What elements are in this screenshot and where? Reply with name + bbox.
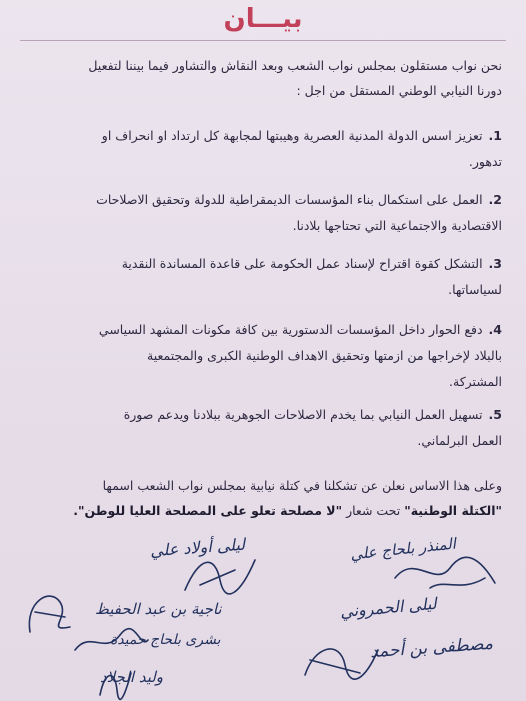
item-text-line: تسهيل العمل النيابي بما يخدم الاصلاحات الجوهرية ببلادنا ويدعم صورة <box>123 407 483 422</box>
item-number: 1. <box>488 128 502 143</box>
signatures-area <box>0 520 526 701</box>
item-text-line: دفع الحوار داخل المؤسسات الدستورية بين كافة مكونات المشهد السياسي <box>98 322 483 337</box>
item-number: 4. <box>488 322 502 337</box>
item-text-line: العمل البرلماني. <box>417 433 502 448</box>
signature-scribble-6 <box>95 665 135 700</box>
closing-connector: تحت شعار <box>342 503 405 518</box>
item-text-line: العمل على استكمال بناء المؤسسات الديمقراطية للدولة وتحقيق الاصلاحات <box>96 192 483 207</box>
intro-line-1: نحن نواب مستقلون بمجلس نواب الشعب وبعد النقاش والتشاور فيما بيننا لتفعيل <box>88 58 502 73</box>
document-title: بيـــان <box>223 4 303 34</box>
signature-3: ناجية بن عبد الحفيظ <box>95 600 222 618</box>
signature-scribble-3 <box>390 548 500 598</box>
list-item-1 <box>32 126 502 171</box>
item-text-line: بالبلاد لإخراجها من ازمتها وتحقيق الاهداف الوطنية الكبرى والمجتمعية <box>147 348 502 363</box>
item-text-line: المشتركة. <box>449 374 502 389</box>
closing-line-2 <box>73 503 502 518</box>
closing-line-1: وعلى هذا الاساس نعلن عن تشكلنا في كتلة نيابية بمجلس نواب الشعب اسمها <box>102 478 502 493</box>
signature-2: المنذر بلحاج علي <box>349 534 457 564</box>
signature-6: مصطفى بن أحمد <box>369 633 494 663</box>
title-divider <box>20 40 506 41</box>
item-text-line: الاقتصادية والاجتماعية التي تحتاجها بلادنا. <box>292 218 502 233</box>
signature-scribble-4 <box>70 620 150 660</box>
list-item-4 <box>32 320 502 391</box>
item-number: 5. <box>488 407 502 422</box>
bloc-name: "الكتلة الوطنية" <box>404 503 502 518</box>
item-number: 3. <box>488 256 502 271</box>
signature-1: ليلى أولاد علي <box>149 534 246 561</box>
signature-scribble-1 <box>180 550 260 600</box>
item-text-line: التشكل كقوة اقتراح لإسناد عمل الحكومة على قاعدة المساندة النقدية <box>121 256 483 271</box>
list-item-2 <box>32 190 502 235</box>
signature-scribble-5 <box>300 635 380 685</box>
signature-4: ليلى الحمروني <box>339 593 438 622</box>
intro-line-2: دورنا النيابي الوطني المستقل من اجل : <box>296 83 502 98</box>
item-number: 2. <box>488 192 502 207</box>
list-item-5 <box>32 405 502 450</box>
list-item-3 <box>32 254 502 299</box>
signature-7: وليد الجلاد <box>100 668 164 686</box>
slogan: "لا مصلحة تعلو على المصلحة العليا للوطن". <box>73 503 343 518</box>
item-text-line: لسياساتها. <box>448 282 502 297</box>
item-text-line: تدهور. <box>468 154 502 169</box>
item-text-line: تعزيز اسس الدولة المدنية العصرية وهيبتها لمجابهة كل ارتداد او انحراف او <box>101 128 483 143</box>
signature-5: بشرى بلحاج حميدة <box>110 632 221 648</box>
